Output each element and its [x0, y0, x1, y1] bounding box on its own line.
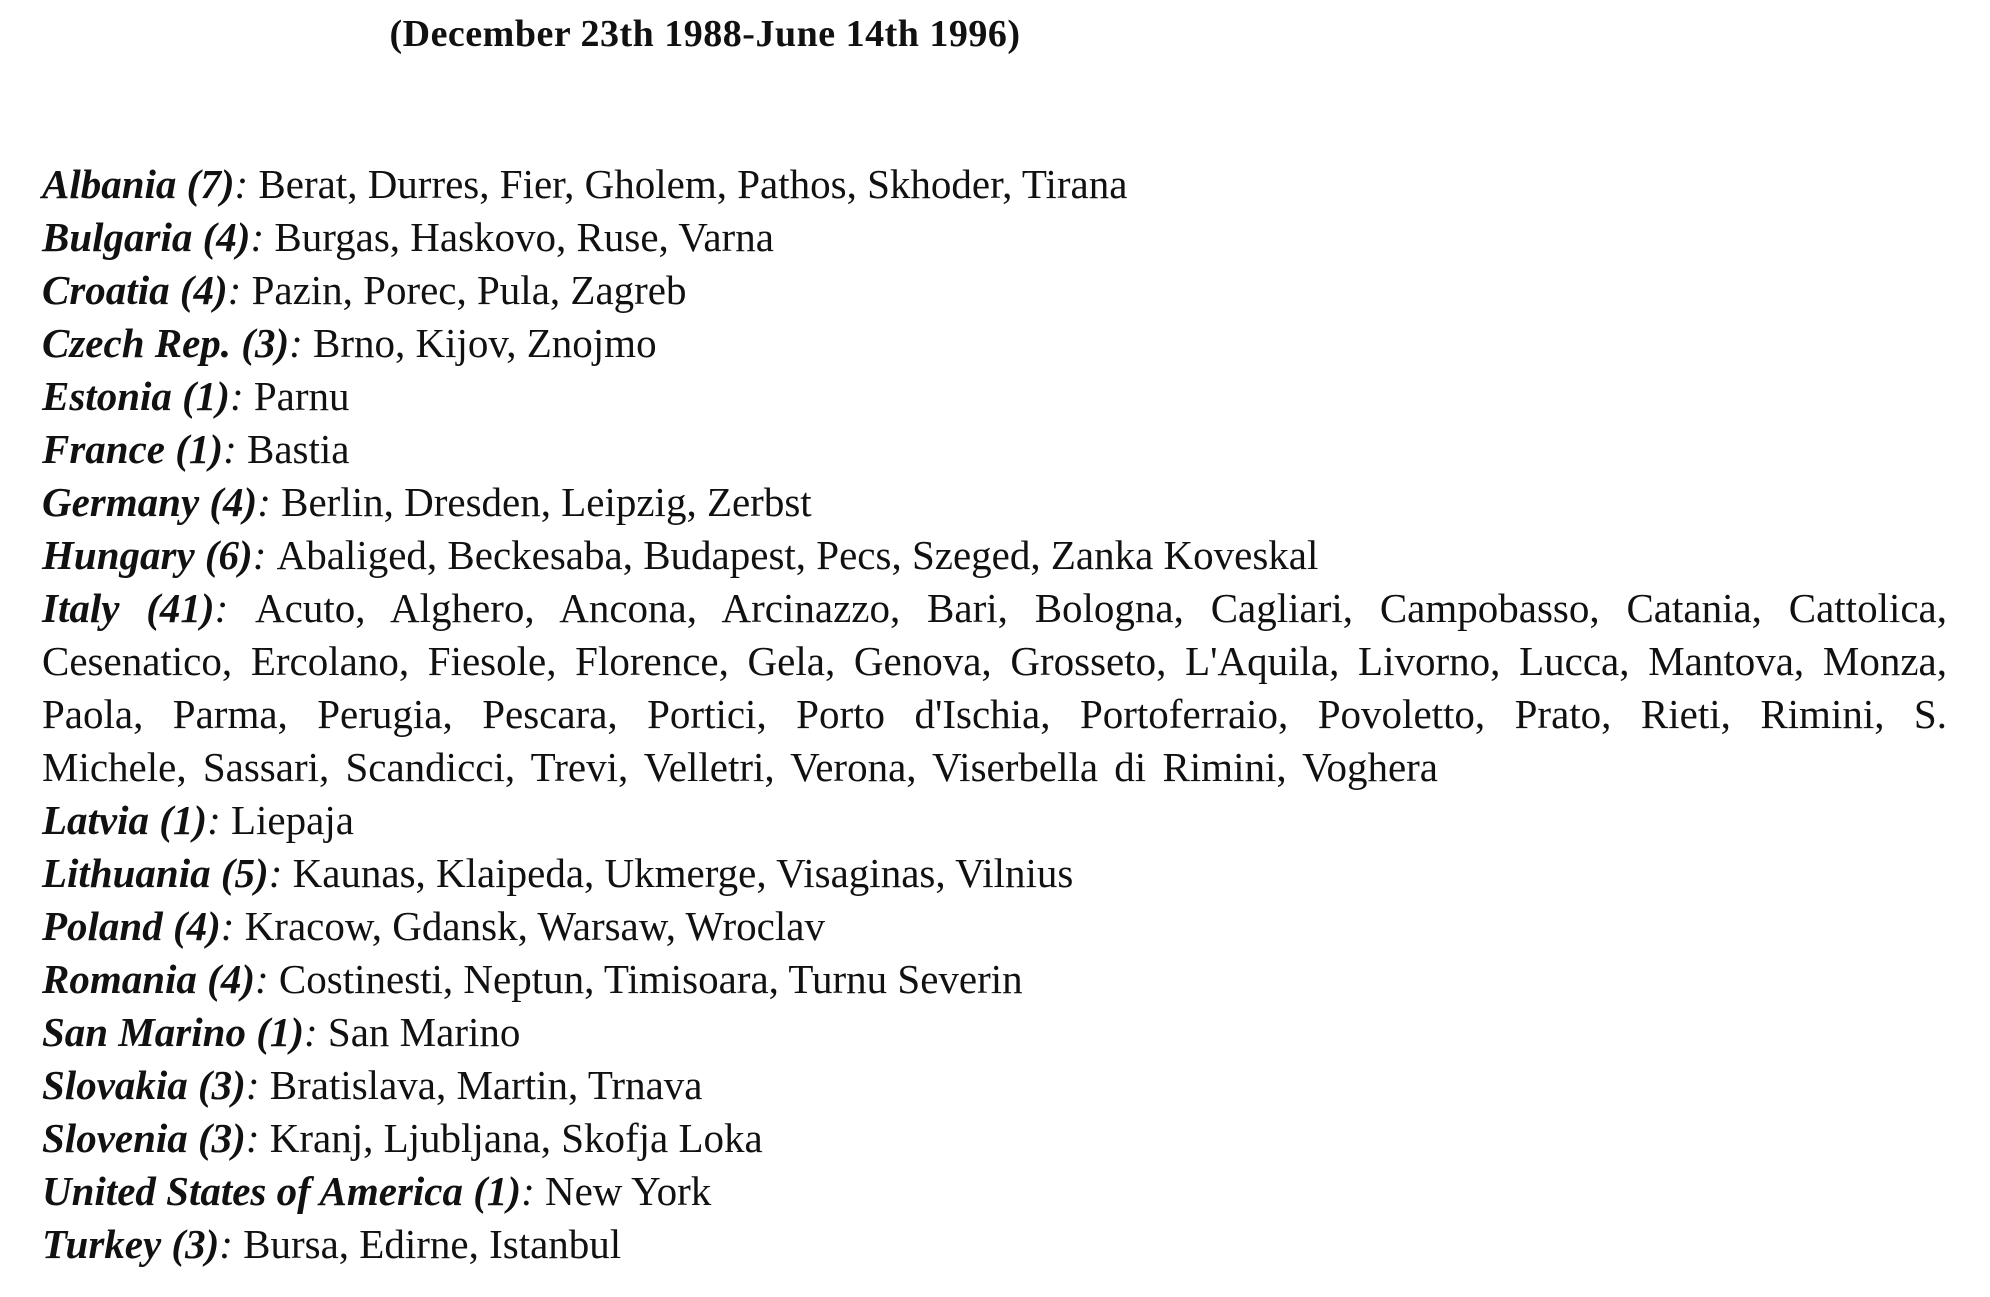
city-list: Acuto, Alghero, Ancona, Arcinazzo, Bari, Bologna, Cagliari, Campobasso, Catania, Cattolica, Cesenatico, Ercolano, Fiesole, Florence, Gela, Genova, Grosseto, L'Aquila, Livorno, Lucca, Mantova, Monza, Paola, Parma, Perugia, Pescara, Portici, Porto d'Ischia, Portoferraio, Povoletto, Prato, Rieti, Rimini, S. Michele, Sassari, Scandicci, Trevi, Velletri, Verona, Viserbella di Rimini, Voghera [42, 585, 1947, 790]
country-name: Latvia (1) [42, 797, 208, 843]
list-entry-san-marino: San Marino (1): San Marino [42, 1009, 521, 1055]
city-list: Bratislava, Martin, Trnava [269, 1062, 703, 1108]
city-list: Costinesti, Neptun, Timisoara, Turnu Severin [278, 956, 1023, 1002]
city-list: Kranj, Ljubljana, Skofja Loka [269, 1115, 763, 1161]
country-name: Italy (41) [42, 585, 215, 631]
list-entry-hungary: Hungary (6): Abaliged, Beckesaba, Budapest, Pecs, Szeged, Zanka Koveskal [42, 532, 1319, 578]
list-entry-lithuania: Lithuania (5): Kaunas, Klaipeda, Ukmerge, Visaginas, Vilnius [42, 850, 1074, 896]
country-name: Turkey (3) [42, 1221, 220, 1267]
country-name: Estonia (1) [42, 373, 230, 419]
list-entry-poland: Poland (4): Kracow, Gdansk, Warsaw, Wroclav [42, 903, 825, 949]
country-name: France (1) [42, 426, 224, 472]
list-entry-estonia: Estonia (1): Parnu [42, 373, 350, 419]
city-list: Liepaja [231, 797, 354, 843]
city-list: Kracow, Gdansk, Warsaw, Wroclav [244, 903, 825, 949]
list-entry-germany: Germany (4): Berlin, Dresden, Leipzig, Zerbst [42, 479, 812, 525]
city-list: Kaunas, Klaipeda, Ukmerge, Visaginas, Vilnius [292, 850, 1074, 896]
country-name: Poland (4) [42, 903, 221, 949]
country-name: Slovakia (3) [42, 1062, 246, 1108]
list-entry-slovenia: Slovenia (3): Kranj, Ljubljana, Skofja Loka [42, 1115, 763, 1161]
list-entry-croatia: Croatia (4): Pazin, Porec, Pula, Zagreb [42, 267, 687, 313]
date-range-heading: (December 23th 1988-June 14th 1996) [389, 13, 1021, 55]
list-entry-slovakia: Slovakia (3): Bratislava, Martin, Trnava [42, 1062, 703, 1108]
country-name: Hungary (6) [42, 532, 253, 578]
list-entry-latvia: Latvia (1): Liepaja [42, 797, 354, 843]
country-name: Lithuania (5) [42, 850, 269, 896]
country-name: Bulgaria (4) [42, 214, 251, 260]
country-name: Albania (7) [42, 161, 235, 207]
list-entry-bulgaria: Bulgaria (4): Burgas, Haskovo, Ruse, Varna [42, 214, 774, 260]
city-list: Abaliged, Beckesaba, Budapest, Pecs, Szeged, Zanka Koveskal [276, 532, 1319, 578]
list-entry-usa: United States of America (1): New York [42, 1168, 712, 1214]
city-list: Berlin, Dresden, Leipzig, Zerbst [281, 479, 812, 525]
country-name: United States of America (1) [42, 1168, 522, 1214]
list-entry-turkey: Turkey (3): Bursa, Edirne, Istanbul [42, 1221, 622, 1267]
city-list: Bastia [246, 426, 350, 472]
city-list: Brno, Kijov, Znojmo [313, 320, 657, 366]
city-list: Parnu [253, 373, 350, 419]
country-name: Germany (4) [42, 479, 258, 525]
city-list: Berat, Durres, Fier, Gholem, Pathos, Skhoder, Tirana [258, 161, 1128, 207]
list-entry-albania: Albania (7): Berat, Durres, Fier, Gholem, Pathos, Skhoder, Tirana [42, 161, 1128, 207]
country-name: San Marino (1) [42, 1009, 305, 1055]
country-name: Romania (4) [42, 956, 255, 1002]
list-entry-romania: Romania (4): Costinesti, Neptun, Timisoara, Turnu Severin [42, 956, 1023, 1002]
country-name: Czech Rep. (3) [42, 320, 290, 366]
list-entry-italy: Italy (41): Acuto, Alghero, Ancona, Arcinazzo, Bari, Bologna, Cagliari, Campobasso, Catania, Cattolica, Cesenatico, Ercolano, Fiesole, Florence, Gela, Genova, Grosseto, L'Aquila, Livorno, Lucca, Mantova, Monza, Paola, Parma, Perugia, Pescara, Portici, Porto d'Ischia, Portoferraio, Povoletto, Prato, Rieti, Rimini, S. Michele, Sassari, Scandicci, Trevi, Velletri, Verona, Viserbella di Rimini, Voghera [42, 585, 1947, 790]
city-list: Bursa, Edirne, Istanbul [243, 1221, 622, 1267]
list-entry-france: France (1): Bastia [42, 426, 350, 472]
city-list: San Marino [327, 1009, 521, 1055]
city-list: Pazin, Porec, Pula, Zagreb [251, 267, 687, 313]
country-name: Croatia (4) [42, 267, 228, 313]
list-entry-czech-rep: Czech Rep. (3): Brno, Kijov, Znojmo [42, 320, 657, 366]
country-name: Slovenia (3) [42, 1115, 246, 1161]
city-list: New York [544, 1168, 712, 1214]
city-list: Burgas, Haskovo, Ruse, Varna [274, 214, 774, 260]
country-city-list [42, 158, 1947, 1271]
